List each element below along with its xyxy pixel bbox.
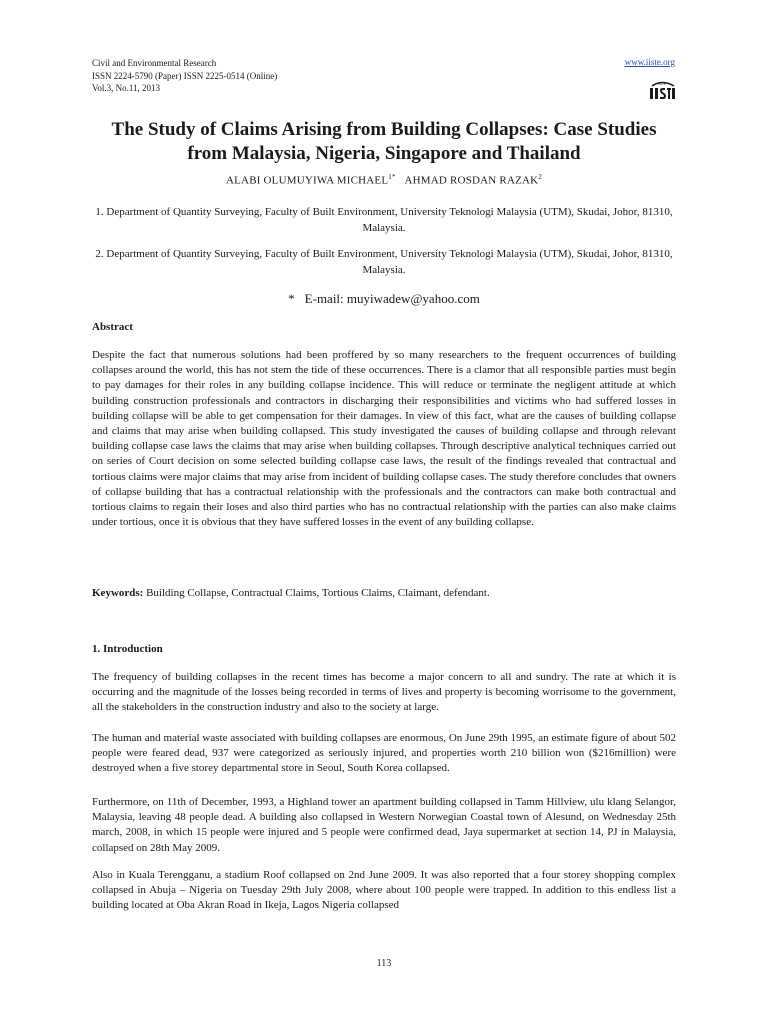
abstract-heading: Abstract [92, 321, 133, 333]
author-marker: 1* [388, 173, 396, 181]
author-name: AHMAD ROSDAN RAZAK [404, 174, 539, 187]
author-marker: 2 [538, 173, 542, 181]
page-number: 113 [376, 958, 392, 969]
body-paragraph: Also in Kuala Terengganu, a stadium Roof collapsed on 2nd June 2009. It was also reported that a four storey shopping complex collapsed in Abuja – Nigeria on Tuesday 29th July 2008, where about 100 people were trapped. In addition to this endless list a building located at Oba Akran Road in Ikeja, Lagos Nigeria collapsed [92, 869, 676, 912]
affiliation-2: 2. Department of Quantity Surveying, Faculty of Built Environment, University Teknologi Malaysia (UTM), Skudai, Johor, 81310, Malaysia. [95, 248, 673, 276]
corresponding-email [92, 291, 676, 307]
journal-name: Civil and Environmental Research [92, 58, 217, 68]
website-link[interactable]: www.iiste.org [624, 57, 675, 67]
body-paragraph: The frequency of building collapses in the recent times has become a major concern to all and sundry. The rate at which it is occurring and the magnitude of the losses being recorded in terms of lives and property is becoming worrisome to the government, all the stakeholders in the construction industry and also to the society at large. [92, 671, 676, 714]
section-heading: 1. Introduction [92, 643, 163, 655]
body-paragraph: The human and material waste associated with building collapses are enormous, On June 29th 1995, an estimate figure of about 502 people were feared dead, 937 were categorized as seriously injured, and properties worth 210 billion won ($216million) were destroyed when a five storey departmental store in Seoul, South Korea collapsed. [92, 732, 676, 775]
body-paragraph: Furthermore, on 11th of December, 1993, a Highland tower an apartment building collapsed in Tamm Hillview, ulu klang Selangor, Malaysia, leaving 48 people dead. A building also collapsed in Western Norwegian Coastal town of Alesund, on Wednesday 25th march, 2008, in which 15 people were injured and 5 people were confirmed dead, Jaya supermarket at section 14, PJ in Malaysia, collapsed on 28th May 2009. [92, 796, 676, 854]
abstract-text: Despite the fact that numerous solutions had been proffered by so many researchers to the frequent occurrences of building collapses around the world, this has not stem the tide of these occurrences. There is a clamor that all responsible parties must begin to pay damages for their roles in any building collapse incidence. This will reduce or terminate the negligent attitude at which building construction professionals and contractors in discharging their responsibilities and victims who had suffered losses in building collapse will be able to get compensation for their damages. In view of this fact, what are the causes of building collapse and claims that may arise when building collapsed. This study investigated the causes of building collapse and through relevant building collapse case laws the claims that may arise when building collapses. Through descriptive analytical techniques carried out on series of Court decision on some selected building collapse case laws, the result of the findings revealed that contractual and tortious claims were major claims that may arise from incident of building collapse cases. The study therefore concludes that owners of collapse building that has a contractual relationship with the professionals and the contractors can make both contractual and tortious claims to regain their loses and also third parties who has no contractual relationship with the parties can also make claims under tortious, once it is obvious that they have suffered losses in the event of any building collapse. [92, 349, 676, 529]
keywords-line [92, 586, 676, 601]
author-line [92, 173, 676, 187]
author-name: ALABI OLUMUYIWA MICHAEL [225, 174, 389, 187]
affiliation-1: 1. Department of Quantity Surveying, Faculty of Built Environment, University Teknologi Malaysia (UTM), Skudai, Johor, 81310, Malaysia. [95, 206, 673, 234]
email-star: * [288, 291, 295, 306]
journal-issn: ISSN 2224-5790 (Paper) ISSN 2225-0514 (Online) [92, 70, 278, 81]
journal-website [625, 57, 675, 67]
iiste-logo [649, 80, 675, 99]
keywords-text: Building Collapse, Contractual Claims, Tortious Claims, Claimant, defendant. [146, 587, 490, 599]
journal-volume: Vol.3, No.11, 2013 [92, 83, 161, 93]
email-text[interactable]: E-mail: muyiwadew@yahoo.com [304, 291, 480, 306]
paper-title: The Study of Claims Arising from Building Collapses: Case Studies from Malaysia, Nigeria, Singapore and Thailand [111, 119, 657, 164]
keywords-label: Keywords: [92, 587, 144, 599]
journal-header [92, 57, 277, 95]
logo-text: IISTE [658, 82, 666, 86]
